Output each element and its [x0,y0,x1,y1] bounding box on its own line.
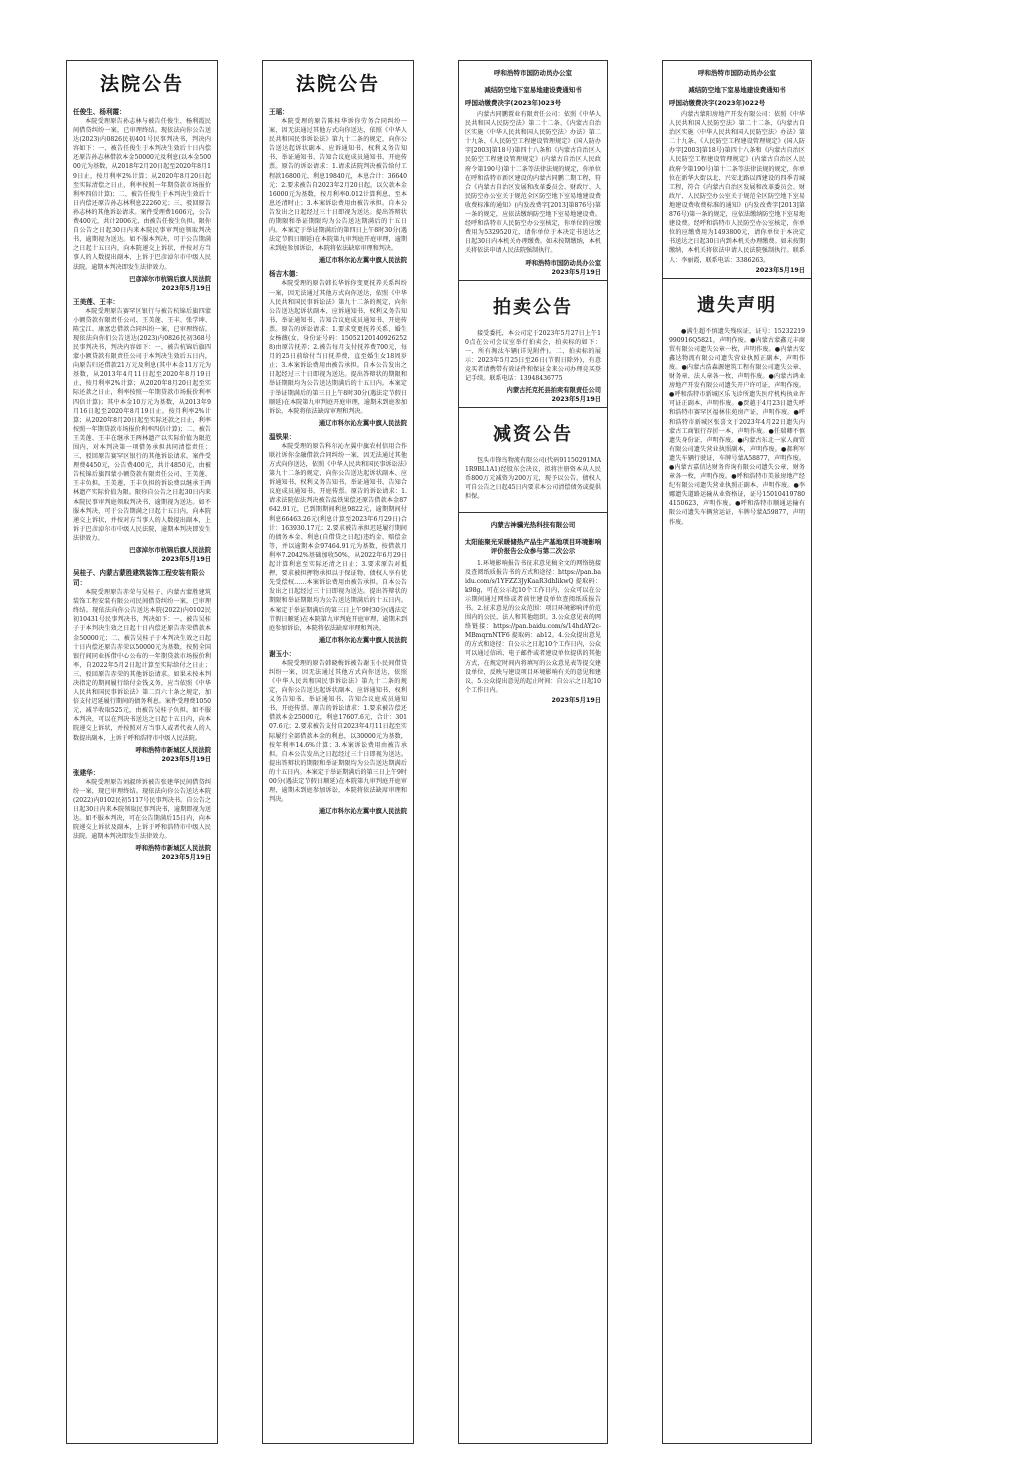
notice-date: 2023年5月19日 [755,266,805,274]
divider [459,407,607,408]
notice-body: 本院受理的原告韩晓梅诉被告谢玉小民间借贷纠纷一案，因无法通过其他方式向你送达，依照《中华人民共和国民事诉讼法》第九十二条的规定，向你公告送达起诉状副本、应诉通知书、权利义务告知书、举证通知书、告知合议庭成员通知书、开庭传票。原告的诉讼请求：1.要求被告偿还借款本金25000元，利息17607.6元，合计：30107.6元；2.要求被告支付自2023年4月11日起至实际履行全部借款本金的利息，以30000元为基数，按年利率14.6%计算；3.本案诉讼费用由被告承担。自本公告发出之日起经过三十日即视为送达。提出答辩状的期限和举证期限均为公告送达期满后的十五日内。本案定于举证期满后的第三日上午9时00分(遇法定节假日顺延)在本院第九审判庭开庭审理，逾期未到庭参加诉讼，本院将依法缺席审理和判决。 [269,659,407,804]
notice-date: 2023年5月19日 [551,268,601,276]
lost-declaration [663,291,811,527]
column-title: 法院公告 [295,73,380,95]
notice-body: 接受委托，本公司定于2023年5月27日上午10点在公司会议室举行拍卖会，拍卖标的如下：一、所有淘汰车辆(详见附件)。二、拍卖标的展示：2023年5月25日至26日(节假日除外)，有意竞买者请携带有效证件和保证金来公司办理竞买登记手续。联系电话：13948436775 [465,329,601,382]
column-mixed-notices [458,60,608,1444]
notice-signature: 通辽市科尔沁左翼中旗人民法院 [318,636,407,644]
notice-body: 本院受理的原告陈桂华诉你劳务合同纠纷一案，因无法通过其他方式向你送达，依照《中华人民共和国民事诉讼法》第九十二条的规定，向你公告送达起诉状副本、应诉通知书、权利义务告知书、举证通知书、告知合议庭成员通知书、开庭传票。原告的诉讼请求：1.请求法院判决被告给付工程款16800元、利息19840元，本息合计：36640元；2.要求被告自2023年2月20日起，以欠款本金16000元为基数，按月利率0.012计算利息，至本息还清时止；3.本案诉讼费用由被告承担。自本公告发出之日起经过三十日即视为送达。提出答辩状的期限和举证期限均为公告送达期满后的十五日内。本案定于举证期满后的第四日上午8时30分(遇法定节假日顺延)在本院第九审判庭开庭审理，逾期未到庭参加诉讼，本院将依法缺席审理和判决。 [269,118,407,253]
notice-signature: 巴彦淖尔市杭锦后旗人民法院 [129,275,211,283]
notice-date: 2023年5月19日 [551,396,601,404]
notice-doc-title: 减结防空地下室易地建设费通知书 [688,86,786,94]
notice-signature: 呼和浩特市国防动员办公室 [525,259,601,267]
notice-addressee: 张建华： [73,768,100,777]
court-notice [67,767,217,862]
notice-signature: 呼和浩特市新城区人民法院 [135,845,211,853]
notice-addressee: 吴桂子、内蒙古蒙胜建筑装饰工程安装有限公司： [73,569,205,588]
notice-addressee: 王瑶： [269,108,289,116]
court-notice [263,431,413,644]
notice-body: 内蒙古同鹏置业有限责任公司：依照《中华人民共和国人民防空法》第二十二条、《内蒙古自治区实施〈中华人民共和国人民防空法〉办法》第二十九条、《人民防空工程建设管理规定》(国人防办字[2003]第18号)第四十八条和《内蒙古自治区人民防空工程建设管理规定》(内蒙古自治区人民政府令第190号)第十二条等法律法规的规定，你单位在呼和浩特市新区建设的内蒙古同鹏二期工程，符合《内蒙古自治区发展和改革委员会、财政厅、人民防空办公室关于规范全区防空地下室易地建设费收费标准的通知》(内发改费字[2013]第876号)第一条的规定，应依法缴纳防空地下室易地建设费。经呼和浩特市人民防空办公室核定，你单位的应缴费用为5329520元，请你单位于本决定书送达之日起30日内本机关办理缴费。如未按期缴纳，本机关将依法申请人民法院强制执行。 [465,111,601,255]
civil-defense-notice [663,69,811,274]
notice-date: 2023年5月19日 [161,556,211,564]
notice-signature: 通辽市科尔沁左翼中旗人民法院 [318,257,407,265]
court-notice [67,106,217,292]
notice-body: 1.环境影响报告书征求意见稿全文的网络链接及查阅纸质报告书的方式和途径：https://pan.baidu.com/s/1YFZZ3JyKaaR3dhIikwQ 提取码：k98g，可在公示起10个工作日内，公众可以在公示期间通过网络或者前往建设单位查阅纸质报告书。2.征求意见的公众范围：项目环境影响评价范围内的公民、法人和其他组织。3.公众意见表的网络链接：https://pan.baidu.com/s/14hdAY2c-MBmqrnNTF6 提取码：ab12。4.公众提出意见的方式和途径：自公示之日起10个工作日内，公众可以通过信函、电子邮件或者建设单位提供的其他方式，在规定时间内将填写的公众意见表等提交建设单位，反映与建设项目环境影响有关的意见和建议。5.公众提出意见的起止时间：自公示之日起10个工作日内。 [465,559,601,694]
notice-body: 本院受理原告孙志林与被告任俊生、杨利霞民间借贷纠纷一案，已审理终结。现依法向你公告送达(2023)内0826民初401号民事判决书，判决内容如下：一、被告任俊生于本判决生效后十日内偿还原告孙志林借款本金50000元及利息(以本金50000元为基数，从2018年2月20日起至2020年8月19日止，按月利率2%计算；从2020年8月20日起至实际清偿之日止，利率按照一年期贷款市场报价利率四倍计算)；二、被告任俊生于本判决生效后十日内偿还原告孙志林利息22260元；三、驳回原告孙志林的其他诉讼请求。案件受理费1606元，公告费400元，共计2006元，由被告任俊生负担。限你自公告之日起30日内来本院民事审判庭领取判决书，逾期视为送达。如不服本判决，可于公告期满之日起十五日内，向本院递交上诉状，并按对方当事人的人数提出副本，上诉于巴彦淖尔市中级人民法院。逾期本判决即发生法律效力。 [73,118,211,271]
column-notices-lost [662,60,812,1444]
notice-addressee: 温铁果： [269,432,296,441]
notice-date: 2023年5月19日 [161,854,211,862]
notice-body: 本院受理原告刘淑珍诉被告张建华民间借贷纠纷一案，现已审理终结。现依法向你公告送达本院(2022)内0102民初5117号民事判决书。自公告之日起30日内来本院领取民事判决书，逾期即视为送达。如不服本判决，可在公告期满后15日内，向本院递交上诉状及副本，上诉于呼和浩特市中级人民法院。逾期本判决即发生法律效力。 [73,778,211,841]
notice-body: 内蒙古蒙阳房地产开发有限公司：依照《中华人民共和国人民防空法》第二十二条、《内蒙古自治区实施〈中华人民共和国人民防空法〉办法》第二十九条、《人民防空工程建设管理规定》(国人防办字[2003]第18号)第四十八条和《内蒙古自治区人民防空工程建设管理规定》(内蒙古自治区人民政府令第190号)第十二条等法律法规的规定，你单位在新华大街以北、兴安北路以西建设的四季青城工程，符合《内蒙古自治区发展和改革委员会、财政厅、人民防空办公室关于规范全区防空地下室易地建设费收费标准的通知》(内发改费字[2013]第876号)第一条的规定，应依法缴纳防空地下室易地建设费。经呼和浩特市人民防空办公室核定，你单位的应缴费用为1493800元，请你单位于本决定书送达之日起30日内到本机关办理缴费。如未按期缴纳，本机关将依法申请人民法院强制执行。联系人：李丽霞，联系电话：3386263。 [669,111,805,264]
notice-body: 本院受理原告赛罕区银行与被告杭锦后旗四蒙小额贷款有限责任公司、王美莲、王丰、张学坤、陈宝江、康富忠借款合同纠纷一案，已审理终结。现依法向你们公告送达(2023)内0826民初368号民事判决书，判决内容如下：一、被告杭锦后旗四蒙小额贷款有限责任公司于本判决生效后五日内，向原告归还借款21万元及利息(其中本金11万元为基数，从2013年4月11日起至2020年8月19日止，按月利率2%计算；从2020年8月20日起至实际还款之日止，利率按照一年期贷款市场报价利率四倍计算)；其中本金10万元为基数，从2013年9月16日起至2020年8月19日止，按月利率2%计算；从2020年8月20日起至实际还款之日止，利率按照一年期贷款市场报价利率四倍计算)；二、被告王美莲、王丰在继承王两林遗产以实际价值为限范围内，对本判决第一项借务承担共同清偿责任；三、驳回原告赛罕区银行的其他诉讼请求。案件受理费4450元，公告费400元，共计4850元，由被告杭锦后旗四蒙小额贷款有限责任公司、王美莲、王丰负担。王美莲、王丰负担的诉讼费以继承王两林遗产实际价值为限。限你自公告之日起30日内来本院民事审判庭领取判决书，逾期视为送达。如不服本判决，可于公告期满之日起十五日内，向本院递交上诉状，并按对方当事人的人数提出副本，上诉于巴彦淖尔市中级人民法院，逾期本判决即发生法律效力。 [73,307,211,542]
auction-notice [459,293,607,404]
notice-addressee: 王美莲、王丰： [73,297,120,306]
notice-issuer: 内蒙古神骥光热科技有限公司 [490,520,576,529]
notice-body: 本院受理的原告韩长华诉你变更抚养关系纠纷一案，因无法通过其他方式向你送达，依照《中华人民共和国民事诉讼法》第九十二条的规定，向你公告送达起诉状副本、应诉通知书、权利义务告知书、举证通知书、告知合议庭成员通知书、开庭传票。原告的诉讼请求：1.要求变更抚养关系，婚生女杨薇(女，身份证号码：150521201409262528)由原告抚养；2.被告每月支付抚养费700元，每月的25日前给付当日抚养费，直至婚生女18周岁止；3.本案诉讼费用由被告承担。自本公告发出之日起经过三十日即视为送达。提出答辩状的期限和举证期限均为公告送达期满后的十五日内。本案定于举证期满后的第三日上午8时30分(遇法定节假日顺延)在本院第九审判庭开庭审理，逾期未到庭参加诉讼，本院将依法缺席审理和判决。 [269,280,407,415]
court-notice [263,648,413,816]
notice-doc-number: 呼国动缴费决字(2023年)022号 [669,99,766,107]
notice-signature: 内蒙古托克托县拍卖有限责任公司 [506,387,601,395]
notice-signature: 巴彦淖尔市杭锦后旗人民法院 [129,547,211,555]
notice-doc-number: 呼国动缴费决字(2023年)023号 [465,99,562,107]
notice-addressee: 谢玉小： [269,649,296,658]
divider [459,512,607,513]
notice-body: 本院受理原告赤荣与吴桂子、内蒙古蒙胜建筑装饰工程安装有限公司民间借贷纠纷一案，已审理终结。现依法向你公告送达本院(2022)内0102民初10431号民事判决书，判决如下：一、被告吴桂子于本判决生效之日起十日内偿还原告赤荣借款本金50000元；二、被告吴桂子于本判决生效之日起十日内偿还原告赤荣以50000元为基数，按照全国银行间同业拆借中心公布的一年期贷款市场报价利率，自2022年5月2日起计算至实际给付之日止；三、驳回原告赤荣的其他诉讼请求。如果未按本判决指定的期间履行给付金钱义务，应当依照《中华人民共和国民事诉讼法》第二百六十条之规定，加倍支付迟延履行期间的债务利息。案件受理费1050元，减半收取525元，由被告吴桂子负担。如不服本判决，可以在判决书送达之日起十五日内，向本院递交上诉状，并按照对方当事人或者代表人的人数提出副本，上诉于呼和浩特市中级人民法院。 [73,589,211,742]
notice-addressee: 杨吉木德： [269,270,302,279]
section-title: 拍卖公告 [493,296,573,318]
column-court-notices-2 [262,60,414,1444]
notice-date: 2023年5月19日 [161,284,211,292]
civil-defense-notice [459,69,607,276]
divider [663,278,811,279]
court-notice [67,296,217,563]
column-title: 法院公告 [99,73,184,95]
capital-reduction-notice [459,420,607,501]
notice-body: 本院受理的原告科尔沁左翼中旗农村信用合作联社诉你金融借款合同纠纷一案，因无法通过其他方式向你送达，依照《中华人民共和国民事诉讼法》第九十二条的规定，向你公告送达起诉状副本、应诉通知书、权利义务告知书、举证通知书、告知合议庭成员通知书、开庭传票。原告的诉讼请求：1.请求法院依法判决被告温铁果偿还原告借款本金87642.91元，已到期期间利息9822元，逾期期间付利息66463.26元(利息计算至2023年6月29日)合计：163930.17元；2.要求被告承担迟延履行期间的债务本金、利息(自借贷之日起)违约金、赔偿金等，并以逾期本金97464.91元为基数，按借款月利率7.2042%基础加收50%，从2022年6月29日起计算利息至实际还清之日止；3.要求原告对抵押、要求被担押物承担以于保证物、债权人享有优先受偿权……本案诉讼费用由被告承担。自本公告发出之日起经过三十日即视为送达。提出答辩状的期限和举证期限均为公告送达期满后的十五日内。本案定于举证期满后的第三日上午9时30分(遇法定节假日顺延)在本院第九审判庭开庭审理，逾期未到庭参加诉讼，本院将依法缺席审理和判决。 [269,442,407,632]
notice-doc-title: 减结防空地下室易地建设费通知书 [484,86,582,94]
column-court-notices-1 [66,60,218,1444]
environmental-notice [459,521,607,704]
section-title: 减资公告 [493,424,573,446]
notice-doc-title: 太阳能聚光采暖储热产品生产基地项目环境影响评价报告公众参与第二次公示 [464,537,602,555]
notice-issuer: 呼和浩特市国防动员办公室 [494,69,572,77]
notice-signature: 通辽市科尔沁左翼中旗人民法院 [318,419,407,427]
notice-body: 包头市锋鸟物流有限公司(代码91150291MA1R9BL1A1)经股东会决议，拟将注册资本从人民币800万元减资为200万元，现予以公告，债权人可自公告之日起45日内要求本公司清偿债务或提供担保。 [465,457,601,501]
notice-date: 2023年5月19日 [551,696,601,704]
court-notice [67,567,217,763]
court-notice [263,268,413,426]
section-title: 遗失声明 [697,294,777,316]
divider [459,280,607,281]
notice-body: ●满生超不慎遗失残疾证，证号：15232219990916Q5821，声明作废。●内蒙古蒙鑫元丰商贸有限公司遗失公章一枚，声明作废。●内蒙古安鑫达物流有限公司遗失营业执照正副本，声明作废。●内蒙古浩森源建筑工程有限公司遗失公章、财务章、法人章各一枚，声明作废。●内蒙古鸿业房地产开发有限公司遗失开户许可证，声明作废。●呼和浩特市新城区乐飞诊所遗失医疗机构执业许可证正副本，声明作废。●贾越于4月23日遗失呼和浩特市赛罕区福林佳苑房产证，声明作废。●呼和浩特市新城区张喜文于2023年4月22日遗失内蒙古工商银行存折一本，声明作废。●任瑞卿不慎遗失身份证，声明作废。●内蒙古东北一家人商贸有限公司遗失营业执照副本，声明作废。●郝利军遗失车辆行驶证，车牌号蒙A58877，声明作废。●内蒙古嘉信达财务咨询有限公司遗失公章、财务章各一枚，声明作废。●呼和浩特市美景房地产经纪有限公司遗失营业执照正副本，声明作废。●李娜遗失道路运输从业资格证，证号150104197804150623，声明作废。●呼和浩特市顺通运输有限公司遗失车辆营运证，车牌号蒙A59877，声明作废。 [669,327,805,526]
notice-issuer: 呼和浩特市国防动员办公室 [698,69,776,77]
court-notice [263,106,413,264]
notice-signature: 呼和浩特市新城区人民法院 [135,746,211,754]
notice-signature: 通辽市科尔沁左翼中旗人民法院 [318,808,407,816]
notice-date: 2023年5月19日 [161,755,211,763]
notice-addressee: 任俊生、杨利霞： [73,108,126,116]
